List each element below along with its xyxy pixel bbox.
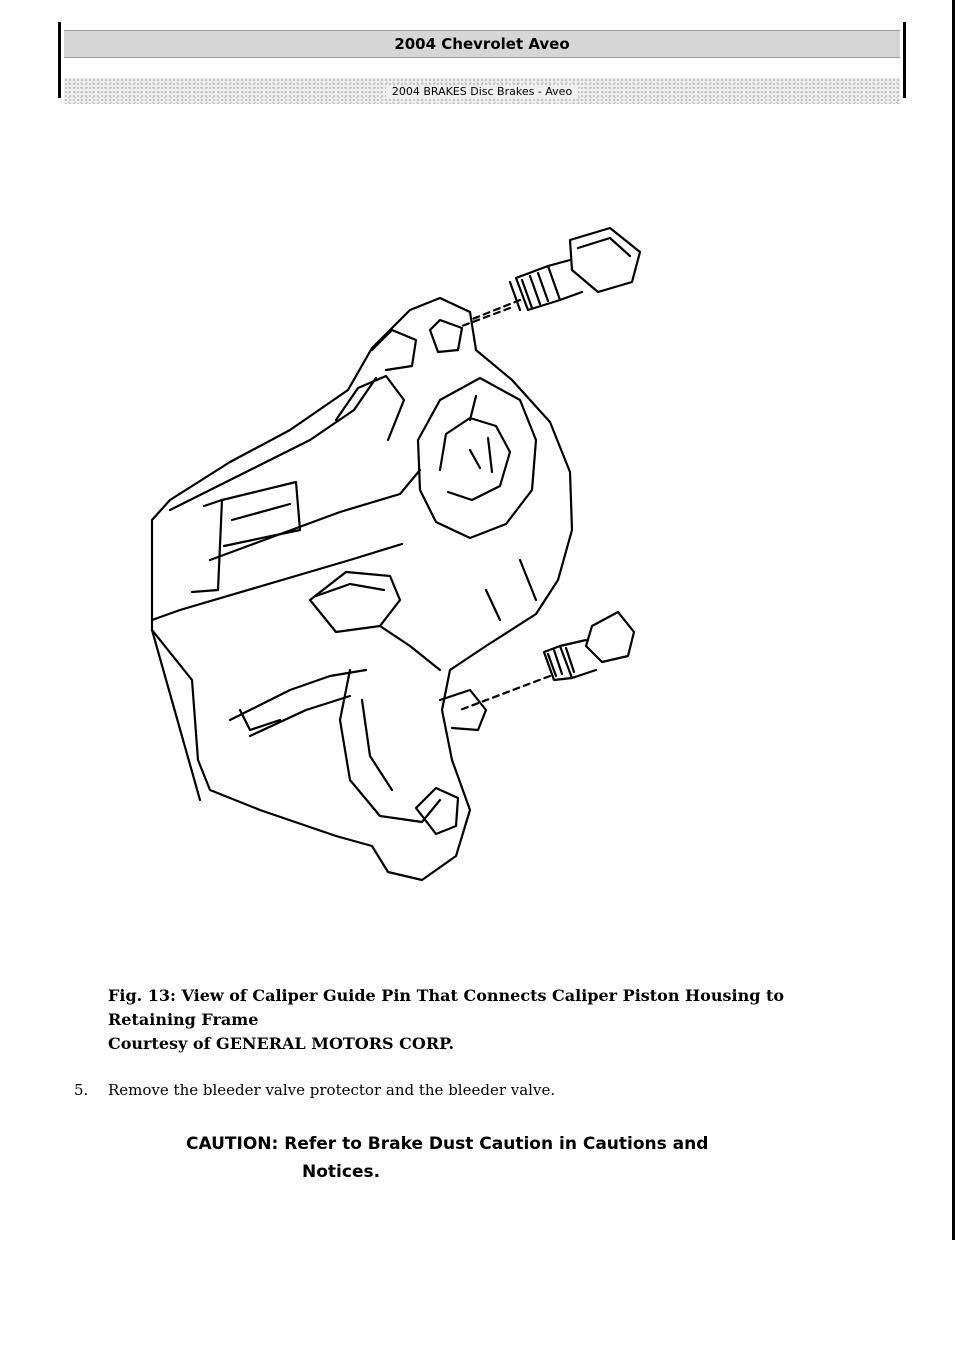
header-right-rule xyxy=(903,22,906,98)
upper-guide-pin-bolt xyxy=(462,228,640,326)
page-right-rule xyxy=(952,0,955,1240)
page-header xyxy=(58,22,906,98)
header-left-rule xyxy=(58,22,61,98)
caution-note xyxy=(186,1130,826,1186)
lower-guide-pin-bolt xyxy=(460,612,634,710)
caption-line-2: Retaining Frame xyxy=(108,1010,259,1029)
caution-line-1: CAUTION: Refer to Brake Dust Caution in Cautions and xyxy=(186,1134,709,1154)
header-title-bar xyxy=(64,30,900,58)
caption-line-1: Fig. 13: View of Caliper Guide Pin That Connects Caliper Piston Housing to xyxy=(108,986,785,1005)
step-number: 5. xyxy=(74,1081,89,1099)
header-subtitle-bar xyxy=(64,78,900,104)
document-subtitle: 2004 BRAKES Disc Brakes - Aveo xyxy=(386,85,578,98)
caption-line-3: Courtesy of GENERAL MOTORS CORP. xyxy=(108,1034,455,1053)
figure-caption xyxy=(108,984,868,1056)
caliper-illustration xyxy=(140,200,660,900)
document-title: 2004 Chevrolet Aveo xyxy=(394,35,570,53)
caliper-body xyxy=(152,298,572,880)
caution-line-2: Notices. xyxy=(302,1162,381,1182)
procedure-step xyxy=(74,1079,894,1101)
step-text: Remove the bleeder valve protector and the bleeder valve. xyxy=(108,1081,556,1099)
